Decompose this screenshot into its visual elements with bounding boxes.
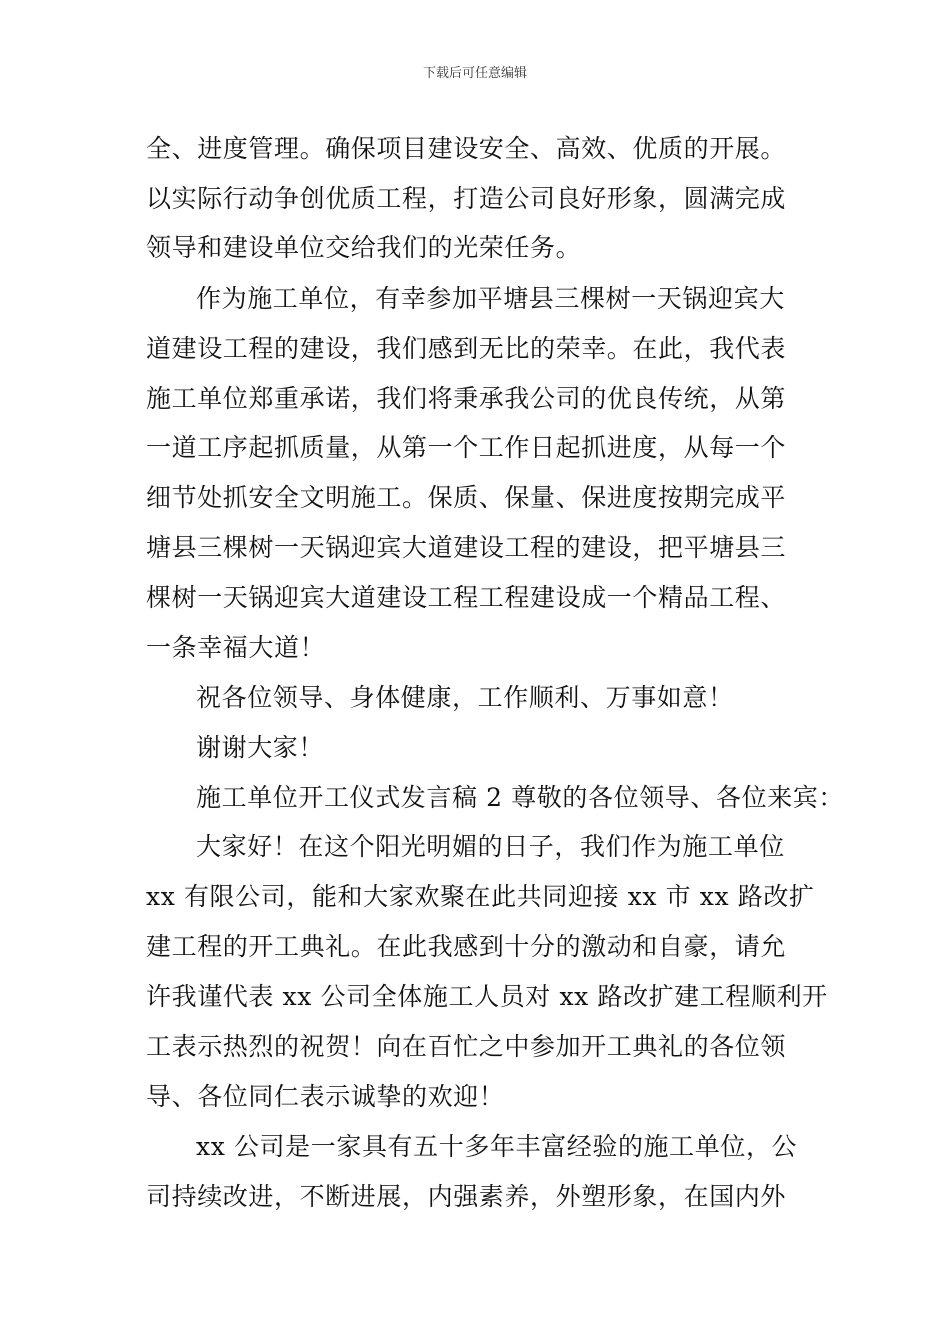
text-line: 领导和建设单位交给我们的光荣任务。: [146, 233, 582, 262]
text-line: 一条幸福大道！: [146, 633, 326, 662]
text-line: 许我谨代表 xx 公司全体施工人员对 xx 路改扩建工程顺利开: [146, 982, 828, 1011]
text-line: 细节处抓安全文明施工。保质、保量、保进度按期完成平: [146, 483, 787, 512]
paragraph-start-line: 谢谢大家！: [196, 733, 325, 762]
text-line: 施工单位郑重承诺，我们将秉承我公司的优良传统，从第: [146, 384, 787, 413]
text-line: 道建设工程的建设，我们感到无比的荣幸。在此，我代表: [146, 334, 787, 363]
paragraph-start-line: 大家好！在这个阳光明媚的日子，我们作为施工单位: [196, 832, 785, 861]
text-line: xx 有限公司，能和大家欢聚在此共同迎接 xx 市 xx 路改扩: [146, 882, 815, 911]
text-line: 以实际行动争创优质工程，打造公司良好形象，圆满完成: [146, 184, 787, 213]
text-line: 工表示热烈的祝贺！向在百忙之中参加开工典礼的各位领: [146, 1032, 787, 1061]
text-line: 导、各位同仁表示诚挚的欢迎！: [146, 1082, 505, 1111]
text-line: 塘县三棵树一天锅迎宾大道建设工程的建设，把平塘县三: [146, 533, 787, 562]
paragraph-start-line: 祝各位领导、身体健康，工作顺利、万事如意！: [196, 683, 734, 712]
text-line: 一道工序起抓质量，从第一个工作日起抓进度，从每一个: [146, 433, 787, 462]
paragraph-start-line: 作为施工单位，有幸参加平塘县三棵树一天锅迎宾大: [196, 284, 785, 313]
text-line: 全、进度管理。确保项目建设安全、高效、优质的开展。: [146, 134, 787, 163]
text-line: 司持续改进，不断进展，内强素养，外塑形象，在国内外: [146, 1182, 787, 1211]
text-line: 建工程的开工典礼。在此我感到十分的激动和自豪，请允: [146, 932, 787, 961]
paragraph-start-line: xx 公司是一家具有五十多年丰富经验的施工单位，公: [196, 1132, 798, 1161]
text-line: 棵树一天锅迎宾大道建设工程工程建设成一个精品工程、: [146, 583, 787, 612]
paragraph-start-line: 施工单位开工仪式发言稿 2 尊敬的各位领导、各位来宾：: [196, 783, 845, 812]
page-header-note: 下载后可任意编辑: [422, 66, 527, 81]
